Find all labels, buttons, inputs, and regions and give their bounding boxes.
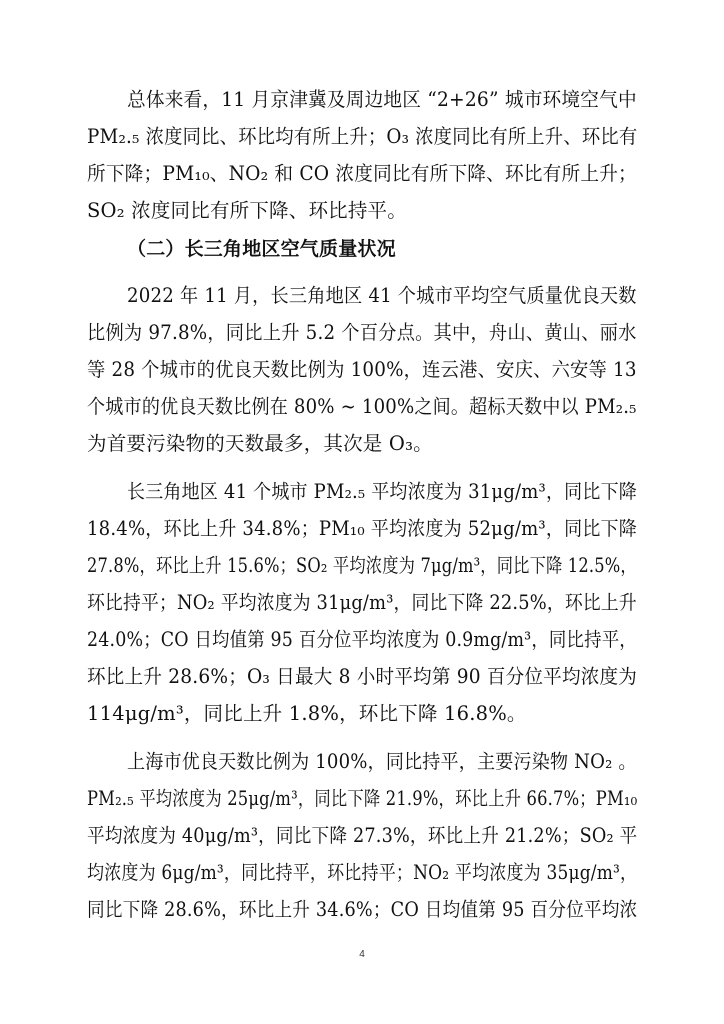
text-line: 长三角地区 41 个城市 PM₂.₅ 平均浓度为 31μg/m³，同比下降 xyxy=(127,480,637,503)
text-line: 为首要污染物的天数最多，其次是 O₃。 xyxy=(87,432,433,455)
page-number: 4 xyxy=(359,949,365,960)
section-heading-text: （二）长三角地区空气质量状况 xyxy=(127,238,396,260)
text-line: 环比上升 28.6%；O₃ 日最大 8 小时平均第 90 百分位平均浓度为 xyxy=(87,665,638,688)
text-line: 等 28 个城市的优良天数比例为 100%，连云港、安庆、六安等 13 xyxy=(87,358,637,381)
text-line: 24.0%；CO 日均值第 95 百分位平均浓度为 0.9mg/m³，同比持平， xyxy=(87,628,637,651)
text-line: 均浓度为 6μg/m³，同比持平，环比持平；NO₂ 平均浓度为 35μg/m³， xyxy=(87,861,638,884)
text-line: 114μg/m³，同比上升 1.8%，环比下降 16.8%。 xyxy=(87,702,527,725)
text-line: 27.8%，环比上升 15.6%；SO₂ 平均浓度为 7μg/m³，同比下降 12.5%， xyxy=(87,554,637,577)
text-line: 2022 年 11 月，长三角地区 41 个城市平均空气质量优良天数 xyxy=(127,284,637,307)
text-line: 所下降；PM₁₀、NO₂ 和 CO 浓度同比有所下降、环比有所上升； xyxy=(87,162,637,185)
text-line: 个城市的优良天数比例在 80% ~ 100%之间。超标天数中以 PM₂.₅ xyxy=(87,395,637,418)
text-line: 环比持平；NO₂ 平均浓度为 31μg/m³，同比下降 22.5%，环比上升 xyxy=(87,591,637,614)
text-line: SO₂ 浓度同比有所下降、环比持平。 xyxy=(87,199,407,222)
text-line: 同比下降 28.6%，环比上升 34.6%；CO 日均值第 95 百分位平均浓 xyxy=(87,898,638,921)
text-line: 比例为 97.8%，同比上升 5.2 个百分点。其中，舟山、黄山、丽水 xyxy=(87,321,637,344)
text-line: PM₂.₅ 浓度同比、环比均有所上升；O₃ 浓度同比有所上升、环比有 xyxy=(87,125,638,148)
text-line: 18.4%，环比上升 34.8%；PM₁₀ 平均浓度为 52μg/m³，同比下降 xyxy=(87,517,638,540)
text-line: 平均浓度为 40μg/m³，同比下降 27.3%，环比上升 21.2%；SO₂ 平 xyxy=(87,824,638,847)
text-line: 总体来看，11 月京津冀及周边地区 “2+26” 城市环境空气中 xyxy=(127,88,637,111)
text-line: 上海市优良天数比例为 100%，同比持平，主要污染物 NO₂ 。 xyxy=(127,750,637,773)
text-line: PM₂.₅ 平均浓度为 25μg/m³，同比下降 21.9%，环比上升 66.7%；PM₁₀ xyxy=(87,787,638,810)
